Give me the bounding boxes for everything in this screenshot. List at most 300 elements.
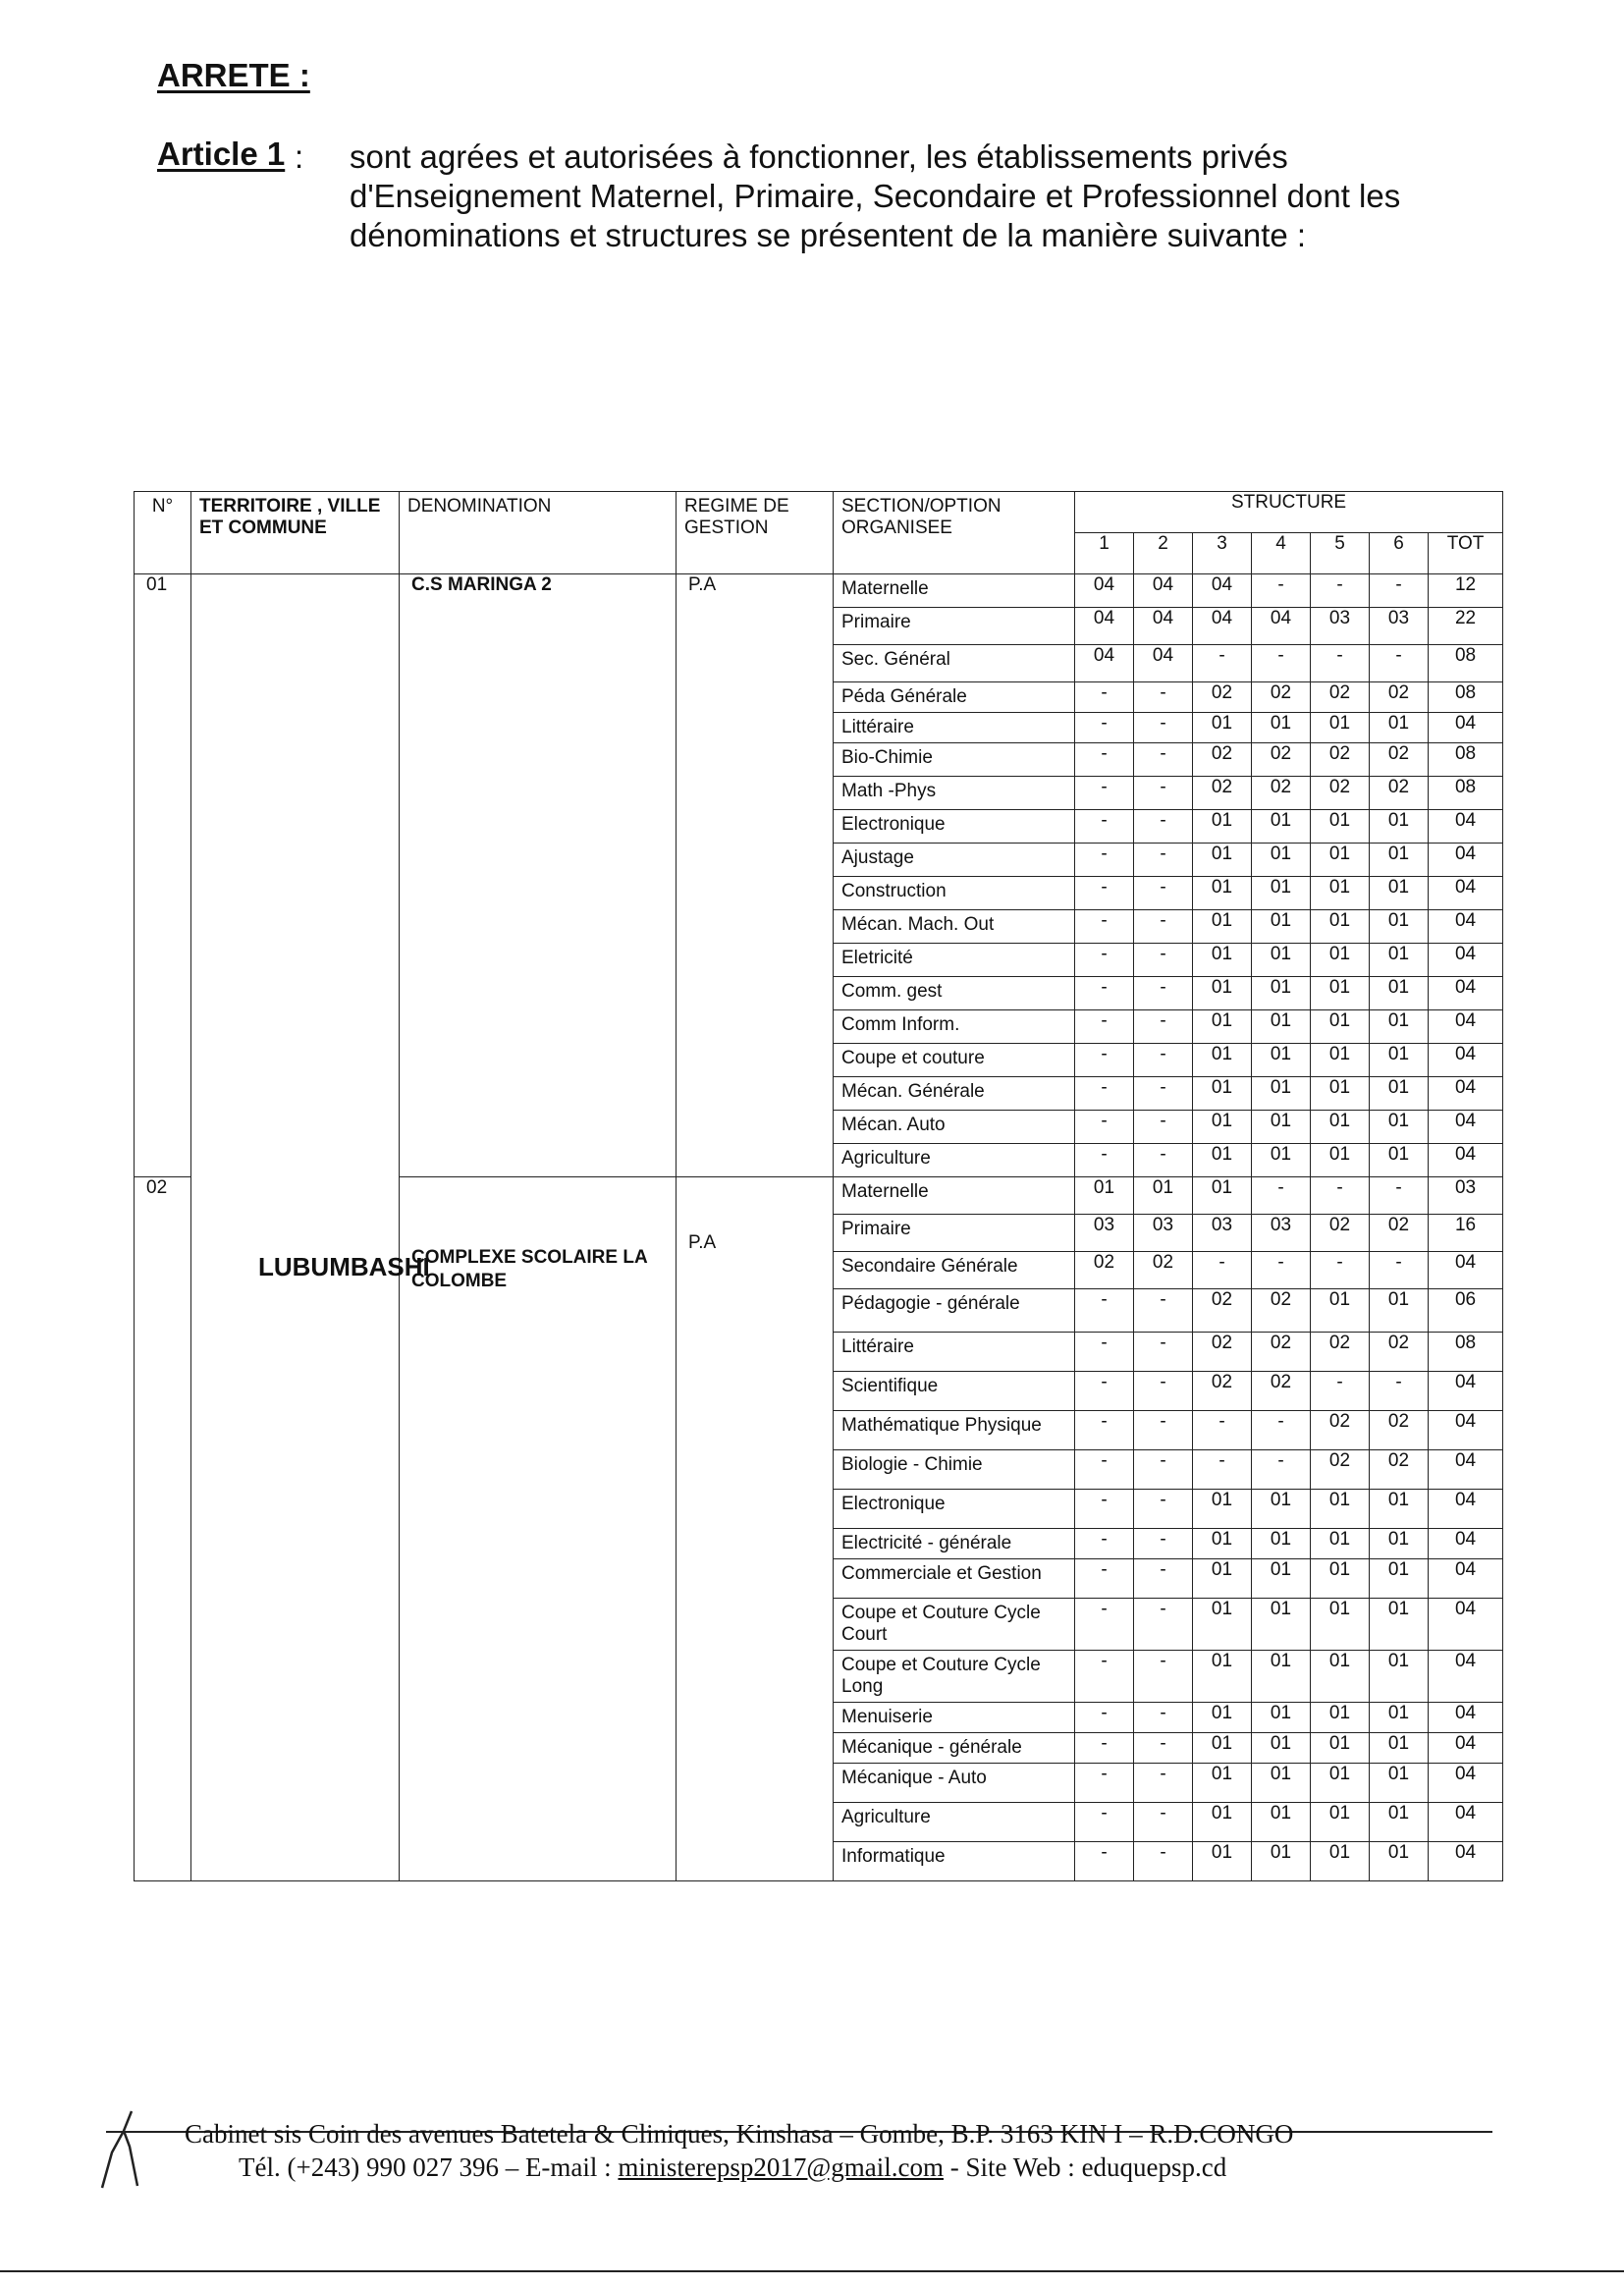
section-option: Biologie - Chimie [834,1450,1075,1490]
section-option: Agriculture [834,1144,1075,1177]
section-option: Mécan. Générale [834,1077,1075,1111]
section-option: Scientifique [834,1372,1075,1411]
structure-value: - [1075,713,1134,743]
structure-value: 01 [1370,1289,1429,1333]
structure-total: 04 [1429,944,1503,977]
section-option: Littéraire [834,1333,1075,1372]
structure-value: - [1134,1289,1193,1333]
structure-value: 01 [1370,1764,1429,1803]
structure-value: 01 [1370,877,1429,910]
structure-value: 01 [1311,1044,1370,1077]
structure-value: 01 [1370,1733,1429,1764]
structure-value: - [1134,944,1193,977]
structure-value: - [1134,743,1193,777]
article-line-1: sont agrées et autorisées à fonctionner, les établissements privés [350,138,1288,175]
structure-value: - [1134,1733,1193,1764]
structure-value: 01 [1193,1144,1252,1177]
header-col-4: 4 [1252,533,1311,574]
structure-value: 01 [1370,810,1429,844]
structure-value: 01 [1311,1733,1370,1764]
structure-total: 04 [1429,713,1503,743]
structure-value: - [1075,1803,1134,1842]
footer-text [185,2117,1481,2184]
structure-value: - [1075,977,1134,1010]
header-structure: STRUCTURE [1075,492,1503,533]
structure-value: 01 [1311,1651,1370,1703]
structure-total: 08 [1429,682,1503,713]
article-line-2: d'Enseignement Maternel, Primaire, Secondaire et Professionnel dont les [350,178,1401,214]
structure-value: - [1370,645,1429,682]
structure-total: 04 [1429,1411,1503,1450]
structure-value: 02 [1193,1333,1252,1372]
bottom-border-line [0,2270,1624,2272]
footer-address: Cabinet sis Coin des avenues Batetela & Cliniques, Kinshasa – Gombe, B.P. 3163 KIN I – R.D.CONGO [185,2119,1294,2149]
structure-value: 01 [1193,713,1252,743]
structure-value: - [1252,574,1311,608]
structure-value: - [1075,1372,1134,1411]
structure-value: 01 [1311,1803,1370,1842]
structure-value: 01 [1370,1651,1429,1703]
section-option: Agriculture [834,1803,1075,1842]
header-col-tot: TOT [1429,533,1503,574]
structure-value: - [1134,1044,1193,1077]
section-option: Mécanique - Auto [834,1764,1075,1803]
structure-value: - [1134,1651,1193,1703]
structure-value: - [1134,1411,1193,1450]
structure-value: 01 [1193,1010,1252,1044]
structure-total: 04 [1429,1599,1503,1651]
structure-value: - [1134,682,1193,713]
structure-value: 01 [1193,1177,1252,1215]
structure-value: - [1311,1252,1370,1289]
structure-value: - [1075,1529,1134,1559]
structure-value: - [1193,1450,1252,1490]
structure-value: 01 [1252,944,1311,977]
structure-value: 01 [1193,1651,1252,1703]
denomination-text: C.S MARINGA 2 [411,574,552,595]
structure-value: 04 [1075,645,1134,682]
structure-value: - [1134,713,1193,743]
structure-value: - [1252,645,1311,682]
header-denomination: DENOMINATION [400,492,677,574]
structure-value: - [1075,1333,1134,1372]
structure-value: 01 [1252,877,1311,910]
structure-value: 01 [1311,1599,1370,1651]
structure-value: 01 [1193,1599,1252,1651]
structure-value: 01 [1311,1289,1370,1333]
section-option: Informatique [834,1842,1075,1881]
structure-value: - [1075,1111,1134,1144]
section-option: Ajustage [834,844,1075,877]
structure-value: - [1075,1559,1134,1599]
structure-value: - [1134,777,1193,810]
structure-value: 01 [1311,844,1370,877]
structure-total: 04 [1429,1372,1503,1411]
structure-total: 08 [1429,743,1503,777]
section-option: Comm Inform. [834,1010,1075,1044]
structure-value: - [1075,1842,1134,1881]
structure-value: 04 [1134,645,1193,682]
section-option: Coupe et Couture Cycle Long [834,1651,1075,1703]
school-number: 02 [135,1177,191,1881]
structure-total: 16 [1429,1215,1503,1252]
structure-value: 03 [1252,1215,1311,1252]
footer-website: - Site Web : eduquepsp.cd [944,2152,1227,2182]
structure-value: - [1075,1044,1134,1077]
structure-total: 04 [1429,1490,1503,1529]
header-regime: REGIME DE GESTION [677,492,834,574]
structure-value: 01 [1252,1842,1311,1881]
structure-value: - [1311,574,1370,608]
structure-value: - [1252,1177,1311,1215]
section-option: Primaire [834,1215,1075,1252]
structure-value: 02 [1193,682,1252,713]
structure-value: 01 [1193,1703,1252,1733]
structure-value: 02 [1075,1252,1134,1289]
structure-total: 04 [1429,1764,1503,1803]
structure-value: 02 [1252,743,1311,777]
structure-value: 01 [1370,1044,1429,1077]
structure-value: 01 [1311,910,1370,944]
structure-value: 02 [1311,682,1370,713]
structure-value: 01 [1311,1703,1370,1733]
structure-total: 04 [1429,844,1503,877]
structure-value: - [1075,1733,1134,1764]
structure-value: - [1370,574,1429,608]
structure-total: 08 [1429,645,1503,682]
structure-value: 01 [1311,944,1370,977]
structure-value: 01 [1370,1599,1429,1651]
structure-value: 01 [1193,910,1252,944]
structure-value: 01 [1311,1144,1370,1177]
footer-contact [185,2151,1481,2184]
structure-total: 04 [1429,1651,1503,1703]
structure-total: 03 [1429,1177,1503,1215]
structure-value: - [1134,1842,1193,1881]
section-option: Mécan. Auto [834,1111,1075,1144]
structure-value: 02 [1311,777,1370,810]
structure-value: 01 [1193,877,1252,910]
structure-total: 04 [1429,1450,1503,1490]
structure-value: - [1075,944,1134,977]
structure-total: 04 [1429,1077,1503,1111]
structure-value: 01 [1252,713,1311,743]
structure-value: 01 [1252,1111,1311,1144]
structure-value: 01 [1311,1842,1370,1881]
section-option: Mécan. Mach. Out [834,910,1075,944]
structure-value: - [1134,977,1193,1010]
structure-value: 01 [1252,977,1311,1010]
structure-value: - [1134,877,1193,910]
structure-value: 03 [1370,608,1429,645]
footer-phone: Tél. (+243) 990 027 396 – E-mail : [239,2152,619,2182]
structure-value: 01 [1193,977,1252,1010]
structure-total: 04 [1429,1803,1503,1842]
structure-value: 01 [1193,1077,1252,1111]
header-col-3: 3 [1193,533,1252,574]
structure-value: 01 [1311,1111,1370,1144]
section-option: Electricité - générale [834,1529,1075,1559]
structure-value: 01 [1252,1010,1311,1044]
structure-total: 06 [1429,1289,1503,1333]
section-option: Menuiserie [834,1703,1075,1733]
structure-value: 01 [1252,844,1311,877]
structure-total: 08 [1429,777,1503,810]
section-option: Commerciale et Gestion [834,1559,1075,1599]
structure-value: - [1075,1077,1134,1111]
territoire-name: LUBUMBASHI [258,1252,430,1281]
article-label: Article 1 [157,136,286,172]
structure-value: - [1075,1144,1134,1177]
structure-value: 01 [1311,810,1370,844]
structure-value: 01 [1370,1703,1429,1733]
structure-value: 01 [1193,1803,1252,1842]
structure-value: 01 [1370,1842,1429,1881]
structure-value: 04 [1193,574,1252,608]
structure-value: 01 [1311,1529,1370,1559]
section-option: Primaire [834,608,1075,645]
structure-value: - [1311,645,1370,682]
school-denomination [400,574,677,1177]
structure-total: 04 [1429,910,1503,944]
structure-value: 01 [1311,1559,1370,1599]
structure-total: 04 [1429,810,1503,844]
structure-value: 02 [1311,1450,1370,1490]
section-option: Eletricité [834,944,1075,977]
section-option: Math -Phys [834,777,1075,810]
structure-value: 02 [1370,1333,1429,1372]
structure-total: 04 [1429,1044,1503,1077]
schools-table [134,491,1503,1881]
structure-value: 01 [1311,1010,1370,1044]
structure-value: 02 [1193,1289,1252,1333]
footer-email-link[interactable]: ministerepsp2017@gmail.com [618,2152,944,2182]
section-option: Electronique [834,810,1075,844]
structure-value: 01 [1193,844,1252,877]
structure-value: 01 [1252,810,1311,844]
structure-value: 02 [1311,743,1370,777]
section-option: Maternelle [834,1177,1075,1215]
structure-total: 04 [1429,977,1503,1010]
table-row [135,574,1503,608]
structure-value: 04 [1075,608,1134,645]
section-option: Littéraire [834,713,1075,743]
structure-total: 04 [1429,1703,1503,1733]
structure-value: 01 [1252,1559,1311,1599]
article-text [295,137,1453,255]
structure-value: 04 [1134,608,1193,645]
header-col-5: 5 [1311,533,1370,574]
structure-value: 01 [1370,1529,1429,1559]
structure-value: 01 [1252,1651,1311,1703]
structure-value: - [1075,1450,1134,1490]
structure-value: - [1134,1529,1193,1559]
structure-value: - [1134,1144,1193,1177]
structure-value: - [1134,1803,1193,1842]
section-option: Comm. gest [834,977,1075,1010]
structure-value: - [1134,1450,1193,1490]
structure-value: 01 [1134,1177,1193,1215]
structure-total: 04 [1429,1010,1503,1044]
structure-value: 01 [1193,1764,1252,1803]
structure-value: 01 [1252,1044,1311,1077]
structure-value: 01 [1252,1803,1311,1842]
structure-value: 01 [1193,1490,1252,1529]
structure-value: 02 [1193,743,1252,777]
structure-value: - [1252,1411,1311,1450]
structure-value: 03 [1075,1215,1134,1252]
section-option: Construction [834,877,1075,910]
structure-value: - [1134,1490,1193,1529]
structure-value: 01 [1193,1111,1252,1144]
header-col-1: 1 [1075,533,1134,574]
structure-value: 01 [1311,1490,1370,1529]
structure-total: 22 [1429,608,1503,645]
structure-value: - [1193,645,1252,682]
structure-value: 02 [1311,1215,1370,1252]
structure-value: - [1370,1252,1429,1289]
structure-total: 04 [1429,1144,1503,1177]
structure-value: - [1134,1372,1193,1411]
school-denomination [400,1177,677,1881]
header-col-2: 2 [1134,533,1193,574]
structure-value: - [1075,1764,1134,1803]
section-option: Pédagogie - générale [834,1289,1075,1333]
section-option: Bio-Chimie [834,743,1075,777]
structure-value: 01 [1311,877,1370,910]
denomination-text: COMPLEXE SCOLAIRE LA COLOMBE [411,1247,647,1291]
structure-value: - [1075,777,1134,810]
section-option: Coupe et Couture Cycle Court [834,1599,1075,1651]
structure-value: - [1252,1450,1311,1490]
structure-value: 02 [1252,682,1311,713]
structure-value: - [1075,810,1134,844]
structure-total: 04 [1429,1529,1503,1559]
header-col-6: 6 [1370,533,1429,574]
article-colon: : [295,138,304,175]
structure-value: - [1134,844,1193,877]
structure-value: 01 [1370,1077,1429,1111]
structure-value: 02 [1370,1411,1429,1450]
structure-value: 03 [1193,1215,1252,1252]
header-num: N° [135,492,191,574]
structure-value: - [1311,1372,1370,1411]
table-body [135,574,1503,1881]
structure-total: 12 [1429,574,1503,608]
structure-value: - [1075,844,1134,877]
structure-value: 02 [1370,777,1429,810]
structure-value: - [1075,1490,1134,1529]
article-line-3: dénominations et structures se présentent de la manière suivante : [350,217,1307,253]
structure-value: - [1134,1077,1193,1111]
structure-value: - [1075,910,1134,944]
structure-value: - [1134,810,1193,844]
structure-value: 01 [1193,810,1252,844]
structure-value: 01 [1252,1490,1311,1529]
structure-value: - [1252,1252,1311,1289]
structure-value: 02 [1252,1289,1311,1333]
structure-value: 02 [1134,1252,1193,1289]
structure-value: 01 [1252,1077,1311,1111]
structure-value: 01 [1370,944,1429,977]
structure-value: - [1134,1333,1193,1372]
structure-value: - [1134,1559,1193,1599]
section-option: Coupe et couture [834,1044,1075,1077]
structure-value: 01 [1370,1803,1429,1842]
structure-value: 02 [1193,777,1252,810]
structure-value: 03 [1311,608,1370,645]
page-heading: ARRETE : [157,57,310,93]
header-section: SECTION/OPTION ORGANISEE [834,492,1075,574]
structure-value: 04 [1075,574,1134,608]
structure-value: - [1075,1599,1134,1651]
structure-value: 01 [1370,844,1429,877]
structure-value: 01 [1252,1599,1311,1651]
structure-value: 01 [1370,1490,1429,1529]
structure-value: 02 [1370,682,1429,713]
structure-value: 02 [1252,1372,1311,1411]
structure-value: 01 [1193,1842,1252,1881]
section-option: Péda Générale [834,682,1075,713]
school-regime: P.A [677,574,834,1177]
structure-value: 01 [1370,1559,1429,1599]
section-option: Sec. Général [834,645,1075,682]
structure-value: 04 [1134,574,1193,608]
structure-value: 02 [1370,743,1429,777]
structure-total: 04 [1429,1842,1503,1881]
structure-value: - [1134,1111,1193,1144]
structure-value: - [1311,1177,1370,1215]
structure-value: 01 [1252,1703,1311,1733]
structure-value: 02 [1311,1333,1370,1372]
structure-value: 01 [1370,910,1429,944]
structure-value: - [1134,1764,1193,1803]
structure-value: 01 [1193,1044,1252,1077]
structure-value: 03 [1134,1215,1193,1252]
structure-value: - [1075,1411,1134,1450]
structure-value: - [1134,910,1193,944]
school-number: 01 [135,574,191,1177]
structure-value: - [1370,1372,1429,1411]
structure-value: 01 [1370,977,1429,1010]
structure-value: - [1134,1599,1193,1651]
structure-value: 01 [1370,1144,1429,1177]
structure-total: 04 [1429,1559,1503,1599]
structure-total: 04 [1429,1252,1503,1289]
signature-mark-icon [94,2107,153,2196]
structure-value: 02 [1311,1411,1370,1450]
structure-value: - [1075,1010,1134,1044]
structure-value: 02 [1252,1333,1311,1372]
structure-value: 02 [1193,1372,1252,1411]
header-territoire: TERRITOIRE , VILLE ET COMMUNE [191,492,400,574]
structure-value: 02 [1370,1215,1429,1252]
structure-value: 01 [1252,1733,1311,1764]
structure-value: 01 [1370,1010,1429,1044]
structure-value: - [1193,1252,1252,1289]
structure-value: 01 [1370,713,1429,743]
structure-value: 01 [1311,977,1370,1010]
structure-value: 01 [1370,1111,1429,1144]
section-option: Mathématique Physique [834,1411,1075,1450]
structure-value: - [1075,1651,1134,1703]
structure-value: 01 [1311,1077,1370,1111]
structure-value: 01 [1252,1529,1311,1559]
structure-value: 01 [1193,1529,1252,1559]
structure-total: 04 [1429,1111,1503,1144]
structure-value: 02 [1252,777,1311,810]
structure-value: 01 [1193,944,1252,977]
